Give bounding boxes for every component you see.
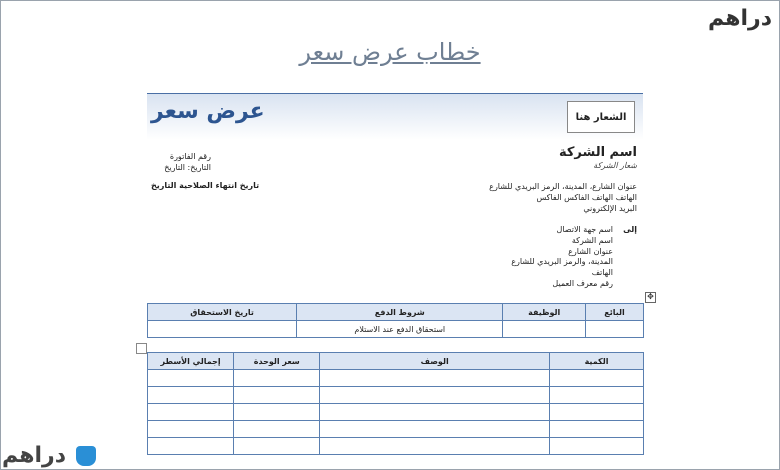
item-row — [148, 404, 644, 421]
header-seller: البائع — [586, 304, 644, 321]
phone-fax-line: الهاتف الهاتف الفاكس الفاكس — [536, 193, 637, 202]
table-move-handle-icon[interactable]: ✥ — [645, 292, 656, 303]
item-cell[interactable] — [148, 387, 234, 404]
company-name: اسم الشركة — [558, 145, 637, 160]
cell-payment-terms[interactable]: استحقاق الدفع عند الاستلام — [297, 321, 503, 338]
recipient-contact: اسم جهة الاتصال — [556, 225, 613, 234]
address-line: عنوان الشارع، المدينة، الرمز البريدي للشارع — [489, 182, 637, 191]
item-cell[interactable] — [148, 404, 234, 421]
item-cell[interactable] — [234, 370, 320, 387]
header-description: الوصف — [320, 353, 550, 370]
recipient-city: المدينة، والرمز البريدي للشارع — [511, 257, 613, 267]
brand-logo-text: دراهم — [707, 6, 772, 31]
logo-placeholder[interactable]: الشعار هنا — [567, 101, 635, 133]
item-cell[interactable] — [234, 387, 320, 404]
item-cell[interactable] — [148, 438, 234, 455]
items-body — [148, 370, 644, 455]
recipient-customer-id: رقم معرف العميل — [552, 278, 613, 288]
invoice-date: التاريخ: التاريخ — [164, 163, 211, 172]
item-cell[interactable] — [320, 387, 550, 404]
item-cell[interactable] — [550, 404, 644, 421]
brand-logo-top — [708, 6, 772, 31]
item-cell[interactable] — [148, 421, 234, 438]
email-line: البريد الإلكتروني — [583, 204, 637, 213]
item-row — [148, 370, 644, 387]
invoice-info — [151, 151, 211, 173]
company-address — [489, 181, 637, 214]
terms-row — [148, 321, 644, 338]
header-payment-terms: شروط الدفع — [297, 304, 503, 321]
cell-due-date[interactable] — [148, 321, 297, 338]
item-row — [148, 438, 644, 455]
header-line-total: إجمالي الأسطر — [148, 353, 234, 370]
recipient-phone: الهاتف — [591, 268, 613, 278]
brand-logo-bottom-text: دراهم — [2, 443, 67, 468]
brand-logo-bottom — [2, 443, 96, 468]
item-cell[interactable] — [320, 421, 550, 438]
item-cell[interactable] — [320, 370, 550, 387]
expiry-date: تاريخ انتهاء الصلاحية التاريخ — [151, 181, 260, 190]
item-cell[interactable] — [550, 421, 644, 438]
item-cell[interactable] — [234, 421, 320, 438]
item-cell[interactable] — [320, 404, 550, 421]
recipient-block — [511, 225, 613, 290]
header-quantity: الكمية — [550, 353, 644, 370]
document-title: خطاب عرض سعر — [299, 38, 481, 66]
item-cell[interactable] — [550, 387, 644, 404]
item-row — [148, 421, 644, 438]
item-cell[interactable] — [148, 370, 234, 387]
terms-header-row — [148, 304, 644, 321]
header-due-date: تاريخ الاستحقاق — [148, 304, 297, 321]
money-bag-icon — [76, 446, 96, 466]
cell-seller[interactable] — [586, 321, 644, 338]
item-cell[interactable] — [234, 404, 320, 421]
terms-table — [147, 303, 644, 338]
to-label: إلى — [623, 225, 637, 234]
item-cell[interactable] — [234, 438, 320, 455]
items-header-row — [148, 353, 644, 370]
recipient-street: عنوان الشارع — [568, 246, 613, 256]
item-cell[interactable] — [320, 438, 550, 455]
item-cell[interactable] — [550, 438, 644, 455]
item-cell[interactable] — [550, 370, 644, 387]
recipient-company: اسم الشركة — [571, 235, 613, 245]
table-select-handle[interactable] — [136, 343, 147, 354]
items-table — [147, 352, 644, 455]
cell-job[interactable] — [503, 321, 586, 338]
header-unit-price: سعر الوحدة — [234, 353, 320, 370]
item-row — [148, 387, 644, 404]
quote-heading: عرض سعر — [151, 99, 265, 124]
invoice-number: رقم الفاتورة — [169, 152, 211, 161]
company-slogan: شعار الشركة — [593, 161, 637, 170]
header-job: الوظيفة — [503, 304, 586, 321]
